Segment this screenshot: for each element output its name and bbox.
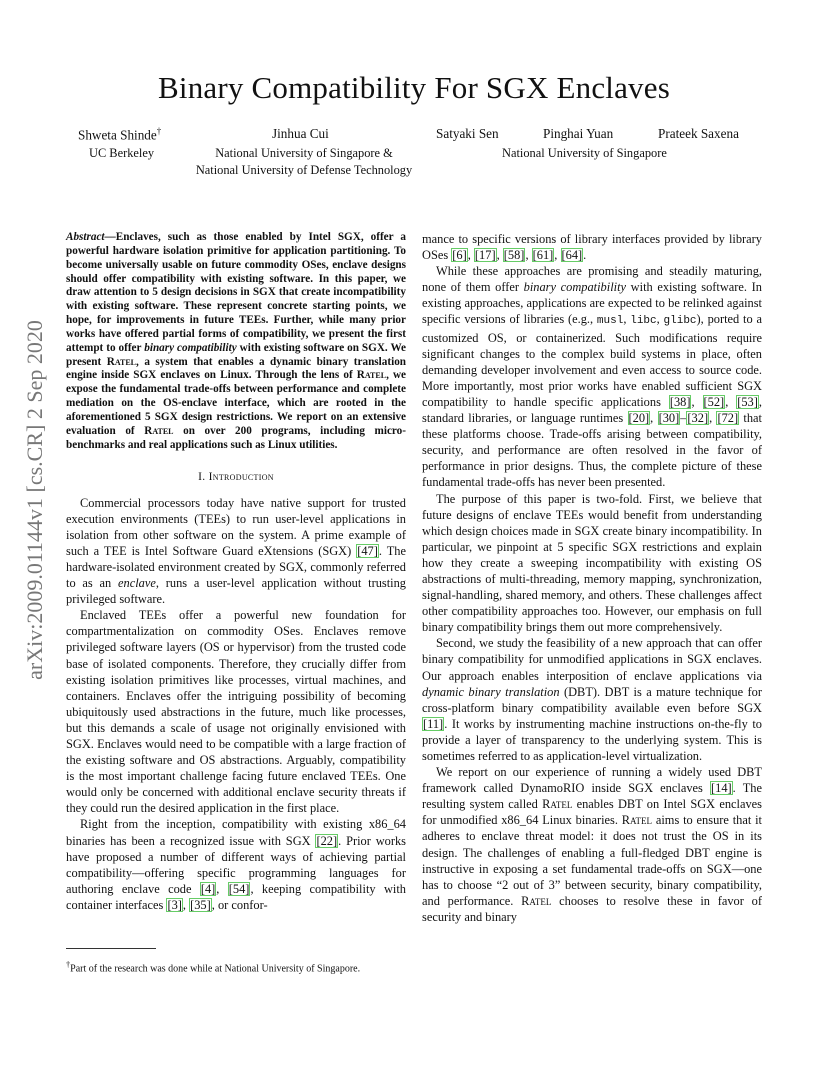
author-shinde: Shweta Shinde† — [78, 126, 162, 143]
right-column — [422, 231, 762, 925]
paragraph: Second, we study the feasibility of a new approach that can offer binary compatibility for unmodified applications in SGX enclaves. Our approach enables interposition of enclave applications via dynamic binary translation (DBT). DBT is a mature technique for cross-platform binary compatibility available even before SGX [11]. It works by instrumenting machine instructions on-the-fly to provide a layer of transparency to the underlying system. This is sometimes referred to as application-level virtualization. — [422, 636, 762, 763]
section-heading: I. Introduction — [198, 470, 274, 483]
citation-link[interactable]: [35] — [190, 897, 211, 912]
citation-link[interactable]: [54] — [228, 881, 250, 896]
paragraph: Enclaved TEEs offer a powerful new foundation for compartmentalization on commodity OSes. Enclaves remove privileged software layers (OS or hypervisor) from the trusted code base of isolated components. Therefore, they crucially differ from existing isolation primitives like processes, virtual machines, and containers. Enclaves offer the intriguing possibility of becoming ubiquitously used abstractions in the future, much like processes, but this demands a scale of usage not originally envisioned with SGX. Enclaves would need to be compatible with a large fraction of the existing software and OS abstractions. Arguably, compatibility is the most important challenge facing future enclaved TEEs. One would only be concerned with additional enclave security threats if they could run the desired application in the first place. — [66, 608, 406, 816]
citation-link[interactable]: [4] — [200, 881, 216, 896]
author-sen: Satyaki Sen — [436, 126, 499, 141]
citation-link[interactable]: [17] — [474, 248, 496, 263]
affiliation-ucb: UC Berkeley — [89, 146, 155, 160]
paragraph: mance to specific versions of library interfaces provided by library OSes [6], [17], [58], [61], [64]. — [422, 232, 762, 263]
citation-link[interactable]: [53] — [737, 394, 758, 409]
paragraph: The purpose of this paper is two-fold. First, we believe that future designs of enclave TEEs would benefit from understanding which design choices made in SGX create binary incompatibility. In particular, we pinpoint at 5 specific SGX restrictions and explain how they create a sweeping incompatibility with existing OS abstractions of multi-threading, memory mapping, synchronization, signal-handling, shared memory, and others. These challenges affect other compatibility approaches too. However, our emphasis on full binary compatibility brings them out more comprehensively. — [422, 491, 762, 635]
paragraph: While these approaches are promising and steadily maturing, none of them offer binary compatibility with existing software. In existing approaches, applications are expected to be relinked against specific versions of libraries (e.g., musl, libc, glibc), ported to a customized OS, or containerized. Such modifications require significant changes to the complex build systems in place, often demanding developer involvement and even access to source code. More importantly, most prior works have enabled sufficient SGX compatibility to handle specific applications [38], [52], [53], standard libraries, or language runtimes [20], [30]–[32], [72] that these platforms choose. Trade-offs arising between compatibility, security, and performance are often resolved in the favor of performance in prior designs. Thus, the complete picture of these fundamental trade-offs has never been presented. — [422, 264, 762, 490]
footnote-rule — [66, 948, 156, 949]
author-saxena: Prateek Saxena — [658, 126, 739, 141]
paragraph: Commercial processors today have native support for trusted execution environments (TEEs) to run user-level applications in isolation from other software on the system. A prime example of such a TEE is Intel Software Guard eXtensions (SGX) [47]. The hardware-isolated environment created by SGX, commonly referred to as an enclave, runs a user-level application without trusting privileged software. — [66, 495, 406, 607]
footnote: †Part of the research was done while at National University of Singapore. — [66, 960, 361, 975]
affiliation-nus: National University of Singapore — [502, 146, 667, 160]
citation-link[interactable]: [52] — [703, 394, 725, 409]
citation-link[interactable]: [3] — [167, 897, 182, 912]
citation-link[interactable]: [72] — [717, 411, 739, 426]
citation-link[interactable]: [22] — [316, 833, 338, 848]
citation-link[interactable]: [58] — [503, 248, 525, 263]
citation-link[interactable]: [11] — [423, 716, 444, 731]
citation-link[interactable]: [6] — [452, 248, 467, 263]
citation-link[interactable]: [14] — [711, 781, 732, 796]
abstract: Abstract—Enclaves, such as those enabled by Intel SGX, offer a powerful hardware isolation primitive for application partitioning. To become universally usable on future commodity OSes, enclave designs should offer compatibility with existing software. In this paper, we draw attention to 5 design decisions in SGX that create incompatibility with existing software. These represent concrete starting points, we hope, for improvements in future TEEs. Further, while many prior works have offered partial forms of compatibility, we present the first attempt to offer binary compatibility with existing software on SGX. We present Ratel, a system that enables a dynamic binary translation engine inside SGX enclaves on Linux. Through the lens of Ratel, we expose the fundamental trade-offs between performance and complete mediation on the OS-enclave interface, which are rooted in the aforementioned 5 SGX design restrictions. We report on an extensive evaluation of Ratel on over 200 programs, including micro-benchmarks and real applications such as Linux utilities. — [66, 231, 407, 451]
citation-link[interactable]: [64] — [561, 248, 583, 263]
citation-link[interactable]: [32] — [687, 411, 709, 426]
citation-link[interactable]: [38] — [669, 394, 691, 409]
arxiv-identifier: arXiv:2009.01144v1 [cs.CR] 2 Sep 2020 — [22, 320, 47, 680]
left-column — [66, 231, 406, 913]
citation-link[interactable]: [47] — [357, 543, 378, 558]
author-yuan: Pinghai Yuan — [543, 126, 614, 141]
paragraph: We report on our experience of running a widely used DBT framework called DynamoRIO inside SGX enclaves [14]. The resulting system called Ratel enables DBT on Intel SGX enclaves for unmodified x86_64 Linux binaries. Ratel aims to ensure that it adheres to enclave threat model: it does not trust the OS in its design. The challenges of enabling a full-fledged DBT engine is instructive in exposing a set fundamental trade-offs on SGX—one has to choose “2 out of 3” between security, binary compatibility, and performance. Ratel chooses to resolve these in favor of security and binary — [422, 765, 763, 924]
paper-title: Binary Compatibility For SGX Enclaves — [158, 70, 670, 105]
paragraph: Right from the inception, compatibility with existing x86_64 binaries has been a recognized issue with SGX [22]. Prior works have proposed a number of different ways of achieving partial compatibility—offering specific programming languages for authoring enclave code [4], [54], keeping compatibility with container interfaces [3], [35], or confor- — [66, 817, 406, 912]
citation-link[interactable]: [61] — [532, 248, 554, 263]
citation-link[interactable]: [20] — [628, 411, 650, 426]
affiliation-cui: National University of Singapore & National University of Defense Technology — [195, 146, 413, 177]
author-cui: Jinhua Cui — [272, 126, 329, 141]
citation-link[interactable]: [30] — [658, 411, 680, 426]
